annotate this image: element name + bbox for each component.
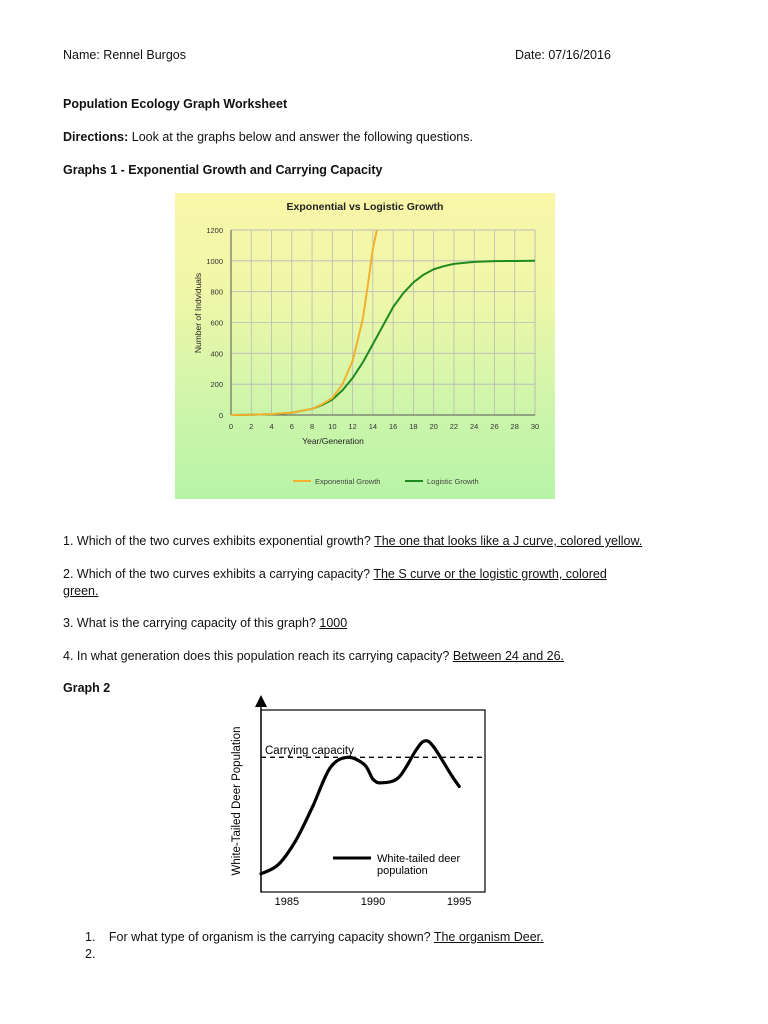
chart1-y-tick-label: 1000 (206, 256, 223, 266)
chart1-x-tick-label: 12 (348, 422, 357, 431)
chart1-svg (175, 193, 555, 499)
chart1-y-tick-label: 400 (210, 349, 223, 359)
chart2-svg (225, 695, 495, 915)
chart2-x-tick-label: 1995 (446, 896, 472, 908)
chart1-x-tick-label: 30 (530, 422, 540, 431)
chart1-x-tick-label: 4 (269, 422, 274, 431)
question-4 (63, 648, 564, 664)
graph2-question-1 (85, 929, 544, 945)
answer-1: The one that looks like a J curve, colored yellow. (374, 534, 643, 548)
answer-2: The S curve or the logistic growth, colored (373, 567, 607, 581)
chart2-legend-label-line2: population (377, 865, 428, 877)
answer-4: Between 24 and 26. (452, 649, 565, 663)
chart1-x-tick-label: 10 (328, 422, 337, 431)
chart1-x-tick-label: 28 (510, 422, 519, 431)
chart1-x-tick-label: 0 (228, 422, 234, 431)
chart1-ylabel: Number of Indviduals (193, 272, 203, 354)
directions-text: Look at the graphs below and answer the following questions. (128, 130, 473, 144)
chart1-x-tick-label: 18 (409, 422, 418, 431)
y-axis-arrow-icon (255, 695, 267, 707)
directions (63, 129, 473, 145)
chart1-x-tick-label: 22 (449, 422, 459, 431)
chart1-title: Exponential vs Logistic Growth (286, 201, 444, 213)
graph2-question-2 (85, 946, 95, 962)
chart1-x-tick-label: 26 (490, 422, 499, 431)
chart1-x-tick-label: 6 (289, 422, 294, 431)
chart1-x-tick-label: 2 (249, 422, 254, 431)
chart1-y-tick-label: 0 (218, 411, 223, 420)
answer-2-line2: green. (63, 584, 99, 598)
chart2-ylabel: White-Tailed Deer Population (231, 726, 243, 876)
chart1-legend-label: Logistic Growth (427, 477, 479, 486)
chart1-xlabel: Year/Generation (302, 436, 364, 446)
question-3 (63, 615, 347, 631)
carrying-capacity-label: Carrying capacity (265, 745, 354, 757)
chart1-x-tick-label: 8 (309, 422, 315, 431)
graph1-heading: Graphs 1 - Exponential Growth and Carrying Capacity (63, 163, 383, 177)
exponential-logistic-chart (175, 193, 555, 499)
chart1-series-logistic-growth (231, 261, 535, 415)
chart1-legend-label: Exponential Growth (315, 477, 381, 486)
question-1 (63, 533, 642, 549)
question-1-text: 1. Which of the two curves exhibits exponential growth? (63, 534, 375, 548)
question-3-text: 3. What is the carrying capacity of this graph? (63, 616, 320, 630)
chart2-legend-label-line1: White-tailed deer (377, 853, 461, 865)
chart1-x-tick-label: 16 (388, 422, 398, 431)
graph2-question-2-num: 2. (85, 947, 96, 961)
question-2 (63, 566, 607, 582)
chart1-x-tick-label: 24 (470, 422, 479, 431)
graph2-heading: Graph 2 (63, 681, 111, 695)
student-name: Name: Rennel Burgos (63, 48, 186, 62)
worksheet-title: Population Ecology Graph Worksheet (63, 97, 288, 111)
chart1-y-tick-label: 200 (210, 380, 223, 390)
chart1-y-tick-label: 800 (210, 287, 223, 297)
directions-label: Directions: (63, 130, 129, 144)
deer-population-chart (225, 695, 495, 915)
question-4-text: 4. In what generation does this population reach its carrying capacity? (63, 649, 453, 663)
chart1-x-tick-label: 20 (429, 422, 438, 431)
question-2-text: 2. Which of the two curves exhibits a carrying capacity? (63, 567, 374, 581)
chart2-x-tick-label: 1990 (360, 896, 386, 908)
chart2-x-tick-label: 1985 (274, 896, 300, 908)
answer-3: 1000 (319, 616, 348, 630)
answer-2-cont (63, 583, 98, 599)
worksheet-date: Date: 07/16/2016 (515, 48, 611, 62)
chart1-y-tick-label: 600 (210, 318, 223, 328)
graph2-answer-1: The organism Deer. (433, 930, 544, 944)
chart1-x-tick-label: 14 (368, 422, 378, 431)
graph2-question-1-num: 1. (85, 930, 96, 944)
chart1-y-tick-label: 1200 (206, 226, 223, 235)
graph2-question-1-text: For what type of organism is the carrying capacity shown? (108, 930, 434, 944)
